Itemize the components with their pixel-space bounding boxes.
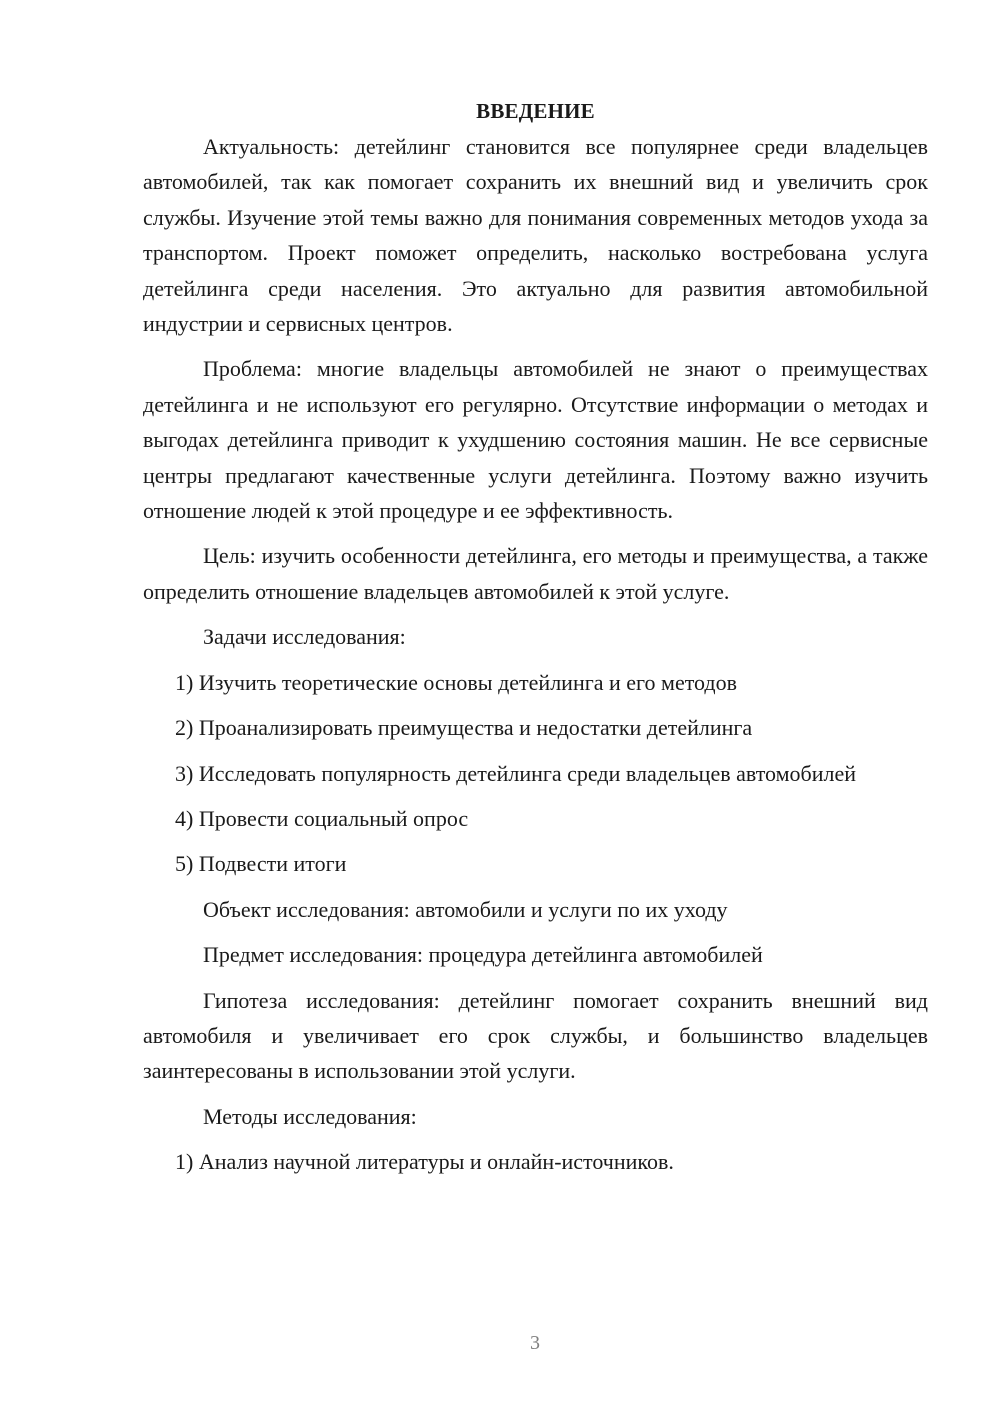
paragraph-methods-heading: Методы исследования: [203,1103,417,1129]
page-number: 3 [530,1332,540,1354]
paragraph-problem: Проблема: многие владельцы автомобилей не знают о преимуществах детейлинга и не используют его регулярно. Отсутствие информации о методах и выгодах детейлинга приводит к ухудшению состояния машин. Не все сервисные центры предлагают качественные услуги детейлинга. Поэтому важно изучить отношение людей к этой процедуре и ее эффективность. [143,356,928,524]
task-item-3: 3) Исследовать популярность детейлинга среди владельцев автомобилей [175,760,857,786]
task-item-2: 2) Проанализировать преимущества и недостатки детейлинга [175,715,753,741]
paragraph-subject: Предмет исследования: процедура детейлинга автомобилей [203,942,763,968]
paragraph-goal: Цель: изучить особенности детейлинга, его методы и преимущества, а также определить отношение владельцев автомобилей к этой услуге. [143,543,928,604]
paragraph-tasks-heading: Задачи исследования: [203,624,406,650]
page-title: ВВЕДЕНИЕ [476,99,595,123]
method-item-1: 1) Анализ научной литературы и онлайн-источников. [175,1149,674,1175]
paragraph-object: Объект исследования: автомобили и услуги по их уходу [203,896,728,922]
task-item-4: 4) Провести социальный опрос [175,805,469,831]
task-item-1: 1) Изучить теоретические основы детейлинга и его методов [175,669,737,695]
paragraph-relevance: Актуальность: детейлинг становится все популярнее среди владельцев автомобилей, так как помогает сохранить их внешний вид и увеличить срок службы. Изучение этой темы важно для понимания современных методов ухода за транспортом. Проект поможет определить, насколько востребована услуга детейлинга среди населения. Это актуально для развития автомобильной индустрии и сервисных центров. [143,134,928,337]
paragraph-hypothesis: Гипотеза исследования: детейлинг помогает сохранить внешний вид автомобиля и увеличивает его срок службы, и большинство владельцев заинтересованы в использовании этой услуги. [143,987,928,1084]
page-content [143,94,928,1190]
task-item-5: 5) Подвести итоги [175,851,347,877]
